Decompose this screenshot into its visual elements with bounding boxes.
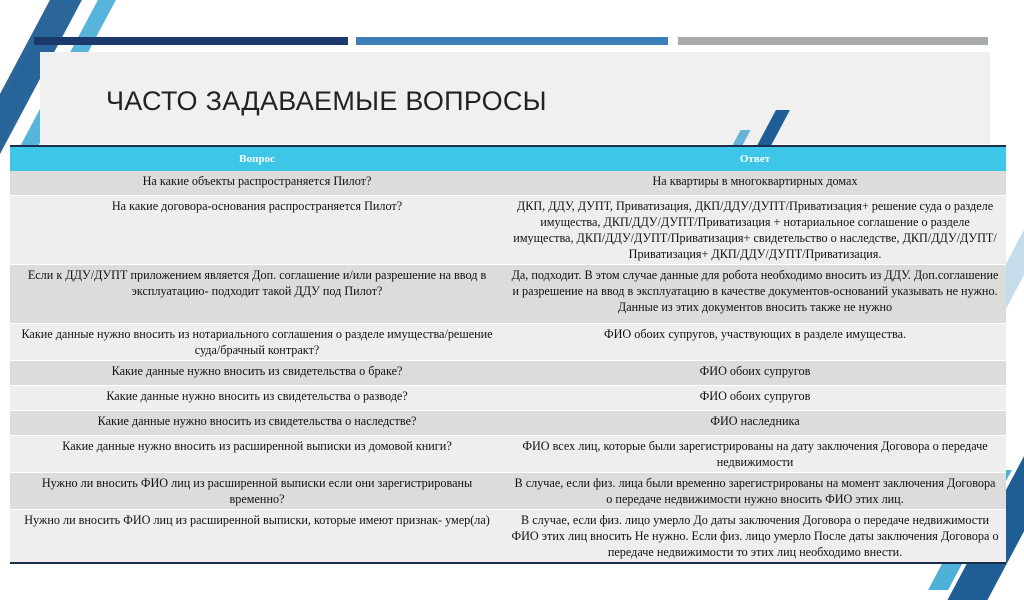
- answer-cell: ФИО всех лиц, которые были зарегистрированы на дату заключения Договора о передаче недвижимости: [504, 436, 1006, 473]
- answer-cell: Да, подходит. В этом случае данные для робота необходимо вносить из ДДУ. Доп.соглашение и разрешение на ввод в эксплуатацию в качестве документов-оснований указывать не нужно. Данные из этих документов вносить также не нужно: [504, 265, 1006, 324]
- question-cell: Если к ДДУ/ДУПТ приложением является Доп. соглашение и/или разрешение на ввод в эксплуатацию- подходит такой ДДУ под Пилот?: [10, 265, 504, 324]
- answer-cell: ФИО обоих супругов: [504, 386, 1006, 411]
- answer-cell: В случае, если физ. лицо умерло До даты заключения Договора о передаче недвижимости ФИО этих лиц вносить Не нужно. Если физ. лицо умерло После даты заключения Договора о передаче недвижимости то этих лиц необходимо внести.: [504, 510, 1006, 564]
- answer-cell: ФИО наследника: [504, 411, 1006, 436]
- table-row: [10, 171, 1006, 196]
- question-cell: Какие данные нужно вносить из свидетельства о разводе?: [10, 386, 504, 411]
- column-header-answer: Ответ: [504, 146, 1006, 171]
- top-accent-bar-blue: [356, 37, 668, 45]
- table-header-row: [10, 146, 1006, 171]
- top-accent-bar-grey: [678, 37, 988, 45]
- answer-cell: ДКП, ДДУ, ДУПТ, Приватизация, ДКП/ДДУ/ДУПТ/Приватизация+ решение суда о разделе имущества, ДКП/ДДУ/ДУПТ/Приватизация + нотариальное соглашение о разделе имущества, ДКП/ДДУ/ДУПТ/Приватизация+ свидетельство о наследстве, ДКП/ДДУ/ДУПТ/Приватизация+ ДКП/ДДУ/ДУПТ/Приватизация.: [504, 196, 1006, 265]
- top-accent-bar-dark: [34, 37, 348, 45]
- table-row: [10, 324, 1006, 361]
- table-row: [10, 386, 1006, 411]
- faq-table: [10, 145, 1006, 564]
- answer-cell: ФИО обоих супругов: [504, 361, 1006, 386]
- question-cell: Нужно ли вносить ФИО лиц из расширенной выписки, которые имеют признак- умер(ла): [10, 510, 504, 564]
- answer-cell: В случае, если физ. лица были временно зарегистрированы на момент заключения Договора о передаче недвижимости нужно вносить ФИО этих лиц.: [504, 473, 1006, 510]
- question-cell: На какие объекты распространяется Пилот?: [10, 171, 504, 196]
- table-row: [10, 361, 1006, 386]
- table-row: [10, 510, 1006, 564]
- answer-cell: ФИО обоих супругов, участвующих в разделе имущества.: [504, 324, 1006, 361]
- answer-cell: На квартиры в многоквартирных домах: [504, 171, 1006, 196]
- question-cell: Какие данные нужно вносить из свидетельства о наследстве?: [10, 411, 504, 436]
- table-row: [10, 265, 1006, 324]
- question-cell: На какие договора-основания распространяется Пилот?: [10, 196, 504, 265]
- table-row: [10, 196, 1006, 265]
- column-header-question: Вопрос: [10, 146, 504, 171]
- question-cell: Нужно ли вносить ФИО лиц из расширенной выписки если они зарегистрированы временно?: [10, 473, 504, 510]
- question-cell: Какие данные нужно вносить из свидетельства о браке?: [10, 361, 504, 386]
- page-title: ЧАСТО ЗАДАВАЕМЫЕ ВОПРОСЫ: [106, 86, 547, 116]
- table-row: [10, 436, 1006, 473]
- table-row: [10, 473, 1006, 510]
- table-row: [10, 411, 1006, 436]
- question-cell: Какие данные нужно вносить из расширенной выписки из домовой книги?: [10, 436, 504, 473]
- question-cell: Какие данные нужно вносить из нотариального соглашения о разделе имущества/решение суда/брачный контракт?: [10, 324, 504, 361]
